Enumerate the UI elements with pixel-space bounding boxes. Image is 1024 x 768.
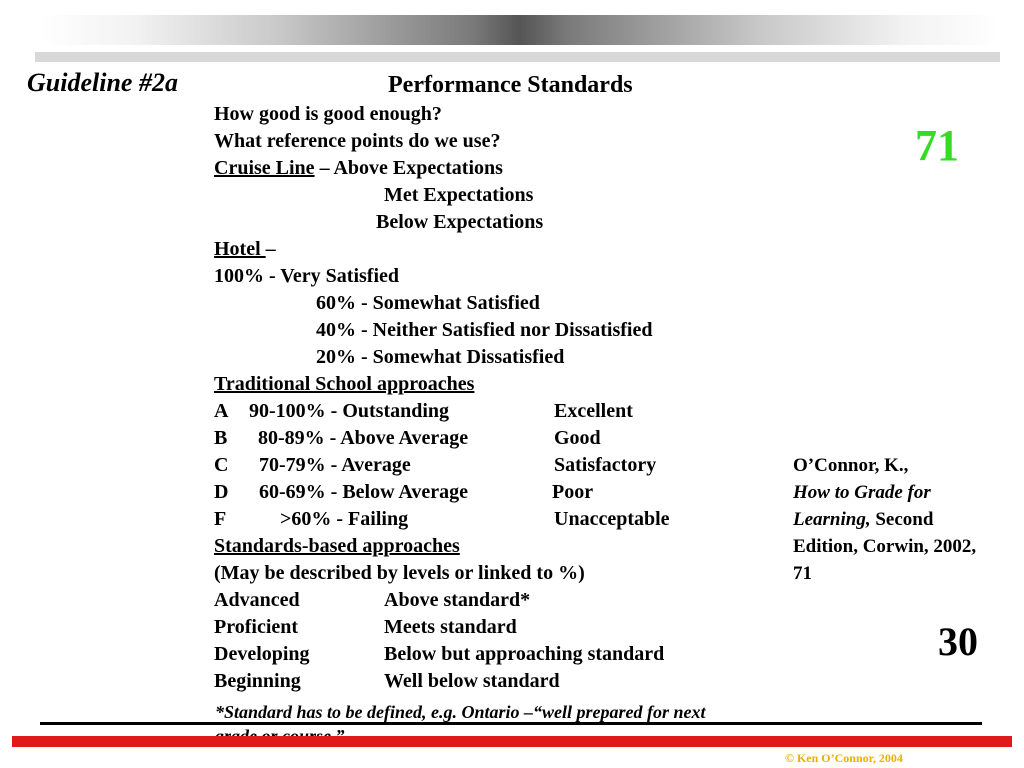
grade-letter: D — [214, 481, 229, 503]
standard-level: Developing — [214, 643, 310, 665]
intro-line: How good is good enough? — [214, 103, 442, 125]
standard-desc: Well below standard — [384, 670, 560, 692]
grade-range: 80-89% - Above Average — [258, 427, 469, 449]
grade-letter: A — [214, 400, 229, 422]
hotel-item: 40% - Neither Satisfied nor Dissatisfied — [316, 319, 653, 341]
standards-note: (May be described by levels or linked to %) — [214, 562, 585, 584]
citation-book: How to Grade for Learning, — [793, 482, 931, 530]
slide-title: Performance Standards — [388, 72, 633, 98]
hotel-label: Hotel — [214, 238, 266, 260]
grade-range: 70-79% - Average — [259, 454, 411, 476]
standard-level: Advanced — [214, 589, 300, 611]
footer-black-rule — [40, 722, 982, 725]
grade-word: Unacceptable — [554, 508, 670, 530]
hotel-item: 20% - Somewhat Dissatisfied — [316, 346, 565, 368]
hotel-item: 60% - Somewhat Satisfied — [316, 292, 540, 314]
standard-desc: Above standard* — [384, 589, 531, 611]
cruise-line-item: Below Expectations — [376, 211, 544, 233]
cruise-line-row — [214, 155, 503, 181]
cruise-line-label: Cruise Line — [214, 157, 315, 179]
grade-word: Excellent — [554, 400, 633, 422]
grade-range: 60-69% - Below Average — [259, 481, 469, 503]
standards-heading: Standards-based approaches — [214, 535, 460, 557]
citation-author: O’Connor, K., — [793, 455, 909, 476]
cruise-line-item: – Above Expectations — [319, 157, 503, 179]
grade-letter: F — [214, 508, 227, 530]
grade-word: Satisfactory — [554, 454, 657, 476]
citation — [793, 452, 983, 587]
grade-range: >60% - Failing — [280, 508, 409, 530]
citation-rest: Second Edition, Corwin, 2002, 71 — [793, 509, 977, 584]
top-gradient-bar — [40, 15, 1000, 45]
standard-level: Proficient — [214, 616, 299, 638]
hotel-dash: – — [265, 238, 276, 260]
guideline-label: Guideline #2a — [27, 68, 178, 97]
slide-number: 71 — [915, 121, 959, 170]
hotel-row — [214, 236, 276, 262]
page-number: 30 — [938, 619, 978, 664]
grade-range: 90-100% - Outstanding — [249, 400, 450, 422]
footer-red-bar — [12, 736, 1012, 747]
top-gray-bar — [35, 52, 1000, 62]
grade-word: Poor — [552, 481, 594, 503]
standard-level: Beginning — [214, 670, 301, 692]
standard-desc: Meets standard — [384, 616, 517, 638]
intro-line: What reference points do we use? — [214, 130, 501, 152]
copyright: © Ken O’Connor, 2004 — [785, 751, 903, 765]
standard-desc: Below but approaching standard — [384, 643, 665, 665]
grade-letter: B — [214, 427, 228, 449]
cruise-line-item: Met Expectations — [384, 184, 534, 206]
hotel-item: 100% - Very Satisfied — [214, 265, 399, 287]
footnote: *Standard has to be defined, e.g. Ontario –“well prepared for next — [215, 702, 706, 722]
grade-word: Good — [554, 427, 601, 449]
grade-letter: C — [214, 454, 229, 476]
traditional-heading: Traditional School approaches — [214, 373, 475, 395]
